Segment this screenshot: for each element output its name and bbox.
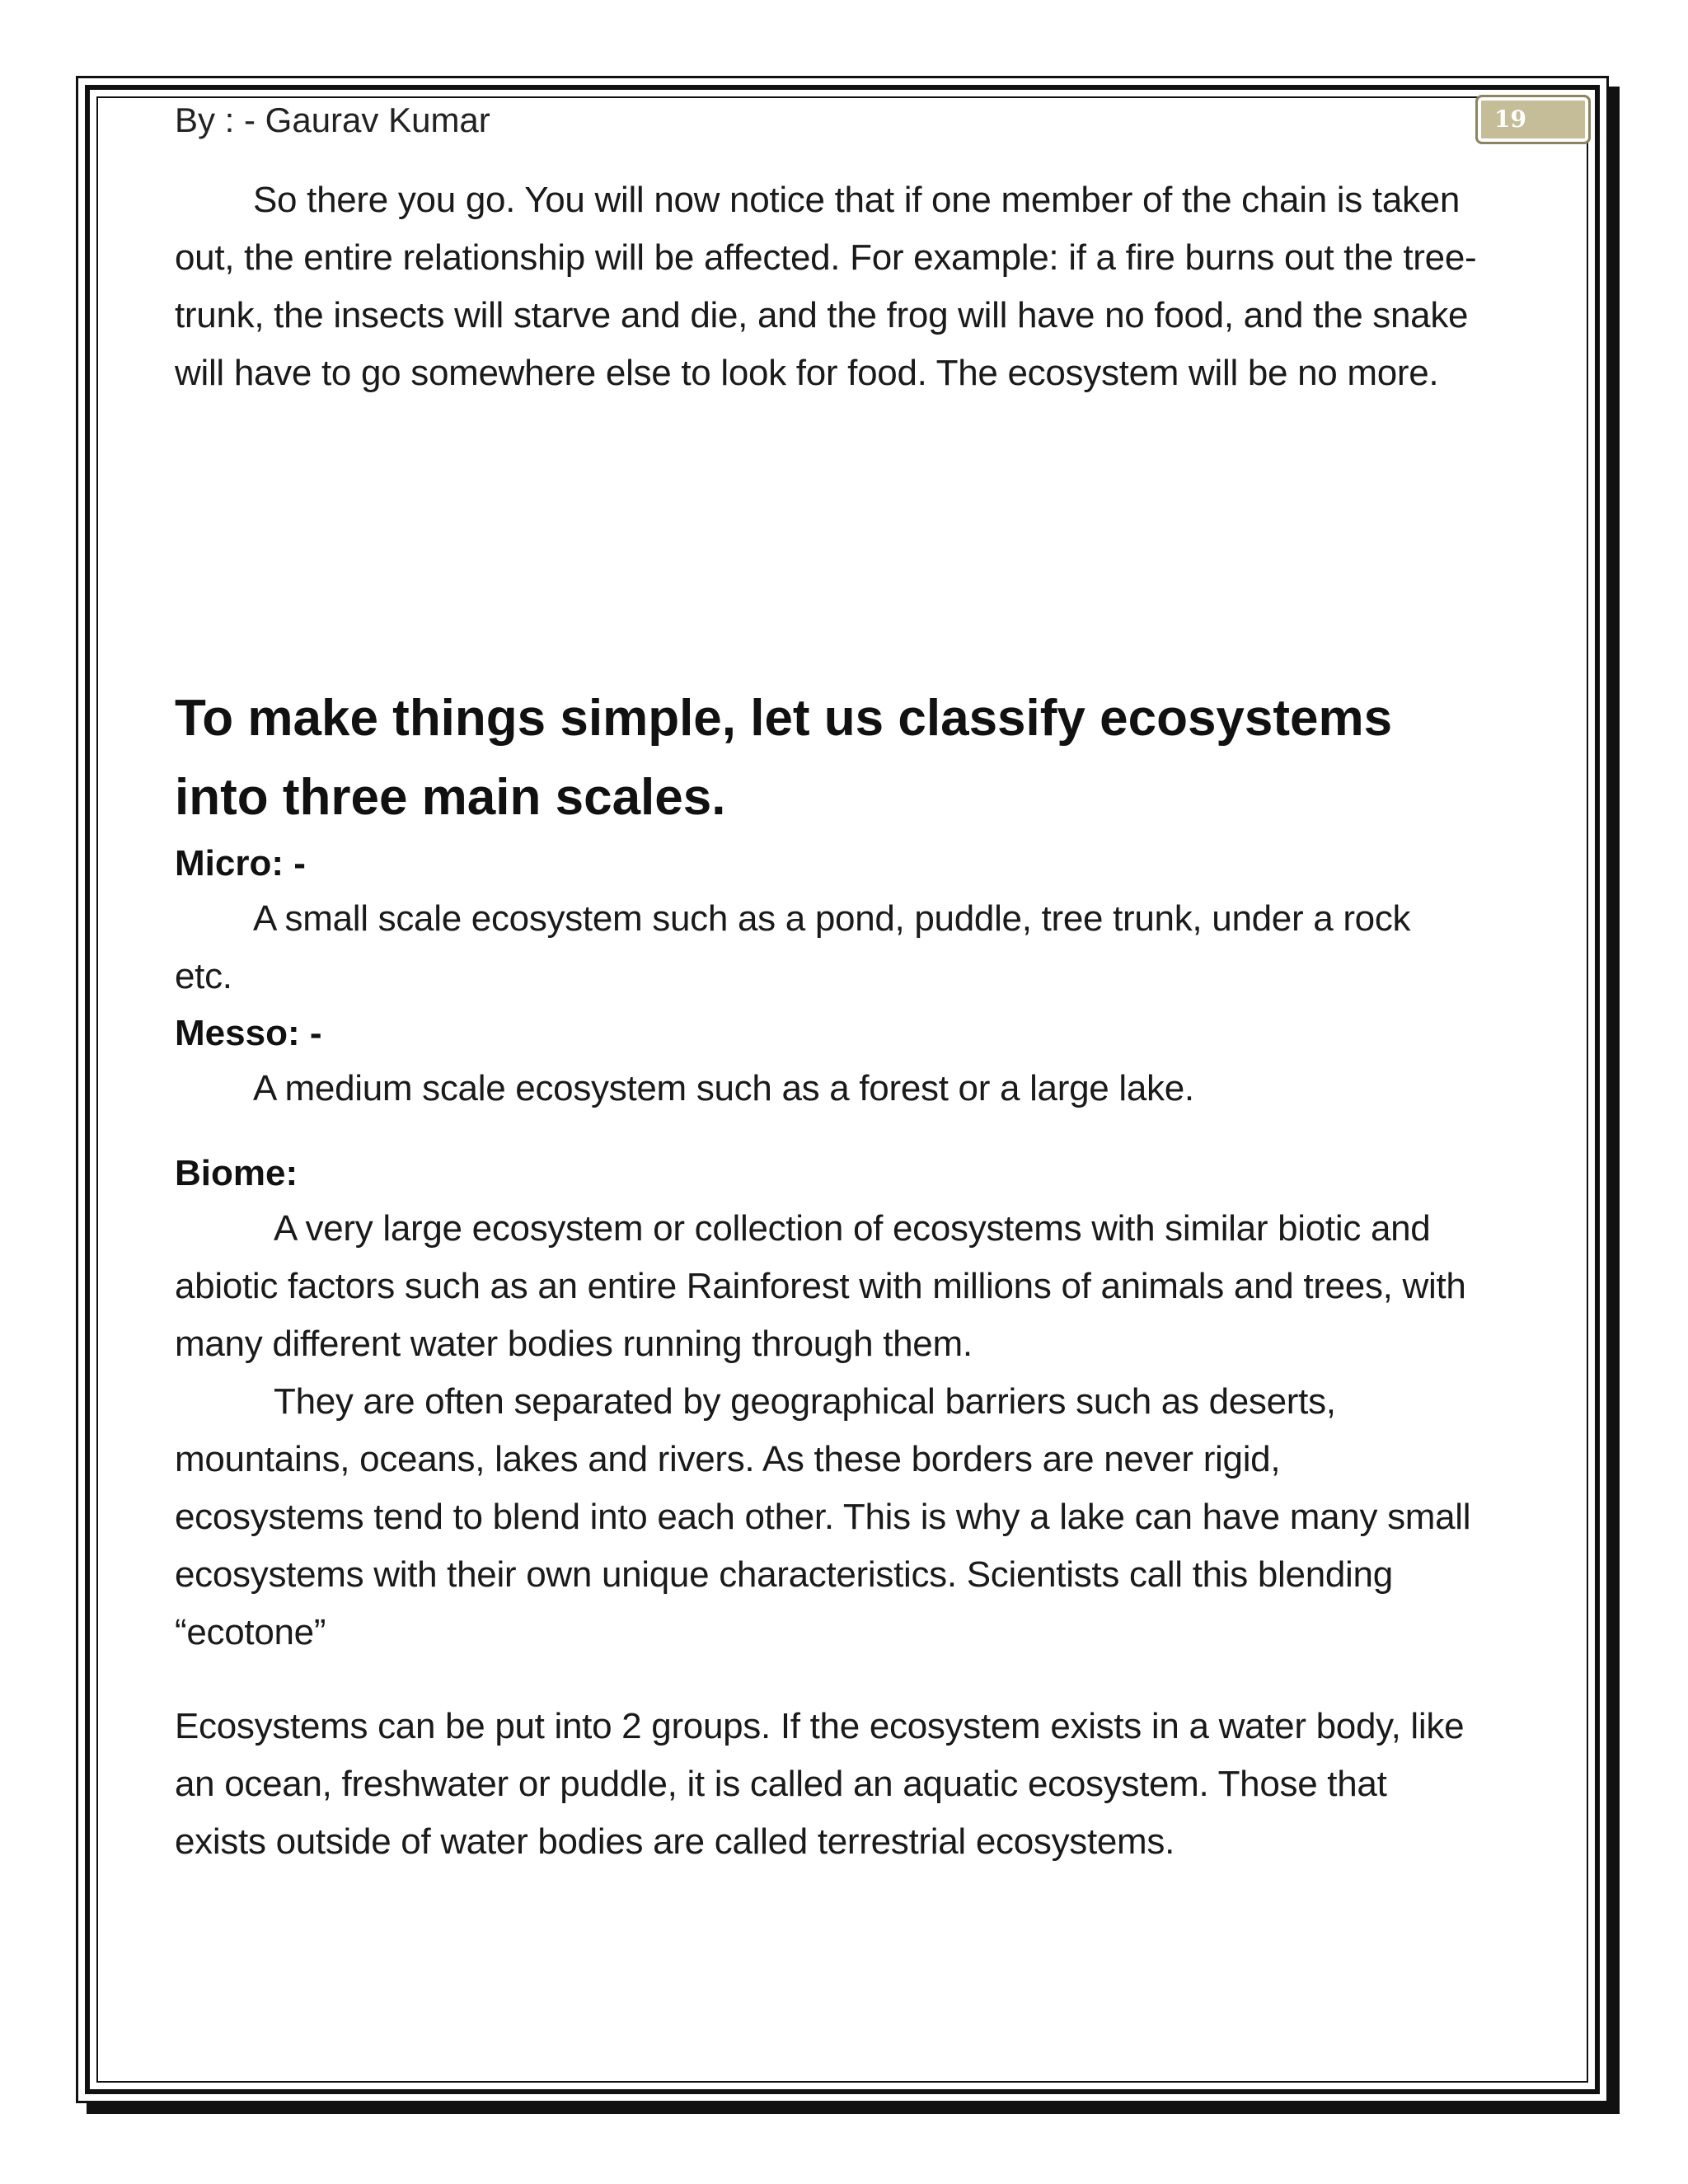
section-heading: To make things simple, let us classify ecosystems into three main scales.	[175, 690, 1393, 826]
page-content	[175, 171, 1477, 1871]
intro-paragraph: So there you go. You will now notice that if one member of the chain is taken out, the entire relationship will be affected. For example: if a fire burns out the tree-trunk, the insects will starve and die, and the frog will have no food, and the snake will have to go somewhere else to look for food. The ecosystem will be no more.	[175, 180, 1477, 393]
messo-label: Messo: -	[175, 1013, 322, 1053]
page-number-badge: 19	[1475, 95, 1591, 144]
ecosystem-groups-paragraph: Ecosystems can be put into 2 groups. If the ecosystem exists in a water body, like an ocean, freshwater or puddle, it is called an aquatic ecosystem. Those that exists outside of water bodies are called terrestrial ecosystems.	[175, 1706, 1465, 1862]
author-header: By : - Gaurav Kumar	[175, 101, 490, 139]
blank-gap	[175, 402, 1477, 679]
biome-barriers-paragraph: They are often separated by geographical barriers such as deserts, mountains, oceans, lakes and rivers. As these borders are never rigid, ecosystems tend to blend into each other. This is why a lake can have many small ecosystems with their own unique characteristics. Scientists call this blending “ecotone”	[175, 1381, 1471, 1652]
messo-description: A medium scale ecosystem such as a forest or a large lake.	[253, 1068, 1194, 1108]
biome-label: Biome:	[175, 1153, 298, 1193]
biome-description: A very large ecosystem or collection of ecosystems with similar biotic and abiotic factors such as an entire Rainforest with millions of animals and trees, with many different water bodies running through them.	[175, 1208, 1466, 1364]
micro-label: Micro: -	[175, 843, 306, 883]
micro-description: A small scale ecosystem such as a pond, puddle, tree trunk, under a rock etc.	[175, 898, 1411, 996]
